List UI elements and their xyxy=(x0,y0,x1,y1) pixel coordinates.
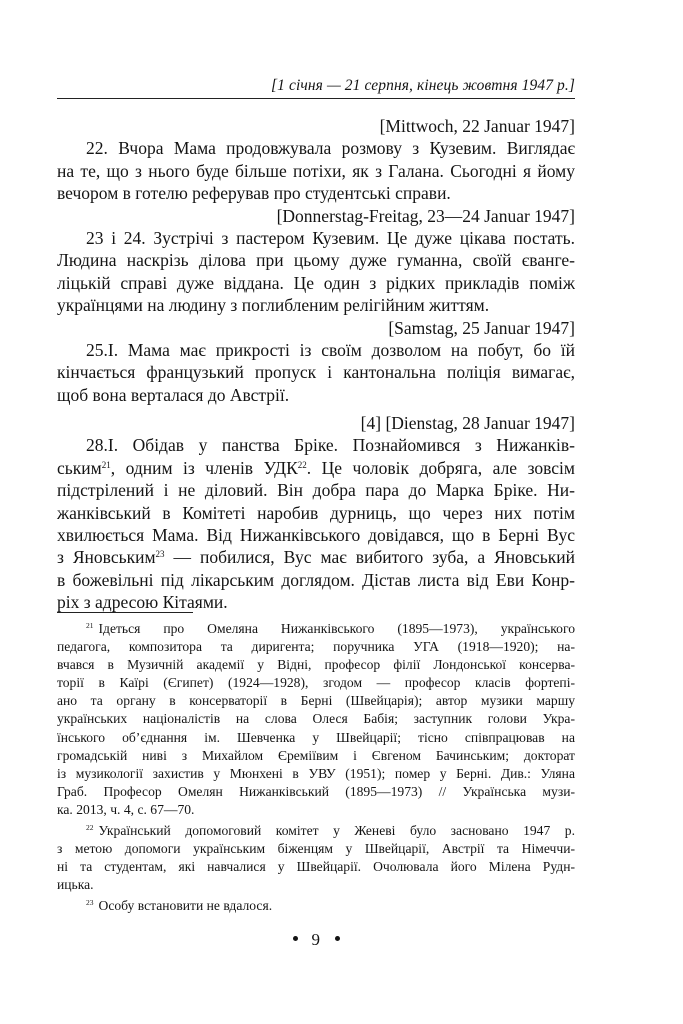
text-line: хвилюється Мама. Від Нижанківського довідався, що в Берні Вус xyxy=(57,525,575,546)
text-line: на те, що з нього буде більше потіхи, як з Галана. Сьогодні я йому xyxy=(57,160,575,181)
text-span: , одним із членів УДК xyxy=(110,457,298,478)
diary-entry xyxy=(57,412,575,614)
footnote-line: Граб. Професор Омелян Нижанківський (1895—1973) // Українська музи- xyxy=(57,783,575,799)
footnote-number: 23 xyxy=(86,898,94,908)
bullet-icon xyxy=(293,936,298,941)
footnote-line: торії в Каїрі (Єгипет) (1924—1928), згодом — професор класів фортепі- xyxy=(57,675,575,691)
footnote-line: українських націоналістів на слова Олеся Бабія; заступник голови Укра- xyxy=(57,711,575,727)
text-line: жанківський в Комітеті наробив дурниць, що через них потім xyxy=(57,502,575,523)
text-line: українцями на людину з поглибленим релігійним життям. xyxy=(57,295,490,316)
footnote-ref[interactable]: 23 xyxy=(155,549,165,560)
footnote-line xyxy=(57,822,575,840)
text-span: з Яновським xyxy=(57,547,156,568)
entry-date: [Samstag, 25 Januar 1947] xyxy=(388,317,575,338)
book-page xyxy=(57,0,575,1024)
entry-date: [4] [Dienstag, 28 Januar 1947] xyxy=(360,413,575,434)
text-line: щоб вона верталася до Австрії. xyxy=(57,384,290,405)
text-line xyxy=(57,546,575,568)
text-span: Український допомоговий комітет у Женеві було засновано 1947 р. xyxy=(98,823,575,839)
footnote-line: їнського об’єднання ім. Шевченка у Швейцарії; тісно співпрацював на xyxy=(57,729,575,745)
diary-text xyxy=(57,115,575,614)
footnote-line: із музикології захистив у Мюнхені в УВУ (1951); помер у Берні. Див.: Уляна xyxy=(57,765,575,781)
diary-entry xyxy=(57,115,575,205)
bullet-icon xyxy=(335,936,340,941)
footnote-23 xyxy=(57,897,575,915)
text-line: 28.І. Обідав у панства Бріке. Познайомився з Нижанків- xyxy=(86,435,575,456)
page-number-text: 9 xyxy=(311,930,321,949)
footnote-number: 21 xyxy=(86,621,94,630)
footnote-line: ні та студентам, які навчалися у Швейцарії. Очолювала його Мілена Рудн- xyxy=(57,859,575,875)
text-line: 22. Вчора Мама продовжувала розмову з Кузевим. Виглядає xyxy=(86,138,575,159)
page-number xyxy=(57,930,575,950)
footnote-line: вчався в Музичній академії у Відні, професор філії Лондонської консерва- xyxy=(57,657,575,673)
footnote-line: ано та органу в консерваторії в Берні (Швейцарія); автор музики маршу xyxy=(57,693,575,709)
text-line: ліцькій справі дуже віддана. Це один з рідких прикладів поміж xyxy=(57,272,575,293)
text-line: 23 і 24. Зустрічі з пастером Кузевим. Це дуже цікава постать. xyxy=(86,227,575,248)
diary-entry xyxy=(57,317,575,407)
footnote-ref[interactable]: 21 xyxy=(101,459,111,470)
entry-date: [Donnerstag-Freitag, 23—24 Januar 1947] xyxy=(276,205,575,226)
text-line xyxy=(57,457,575,479)
footnote-number: 22 xyxy=(86,823,94,833)
diary-entry xyxy=(57,205,575,317)
footnotes xyxy=(57,620,575,919)
footnote-ref[interactable]: 22 xyxy=(297,459,307,470)
footnote-rule xyxy=(57,612,193,613)
text-span: Особу встановити не вдалося. xyxy=(98,898,273,914)
footnote-line xyxy=(57,897,575,915)
text-line: вечором в готелю реферував про студентські справи. xyxy=(57,183,451,204)
text-line: в божевільні під лікарським доглядом. Дістав листа від Еви Конр- xyxy=(57,569,575,590)
footnote-line: ка. 2013, ч. 4, с. 67—70. xyxy=(57,801,195,817)
footnote-line xyxy=(57,620,575,638)
footnote-line: з метою допомоги українським біженцям у Швейцарії, Австрії та Німеччи- xyxy=(57,841,575,857)
text-span: . Це чоловік добряга, але зовсім xyxy=(306,457,575,478)
text-line: ріх з адресою Кітаями. xyxy=(57,592,228,613)
footnote-22 xyxy=(57,822,575,894)
text-line: Людина наскрізь ділова при цьому дуже гуманна, своїй єванге- xyxy=(57,250,575,271)
text-span: ським xyxy=(57,457,102,478)
text-span: — побилися, Вус має вибитого зуба, а Яновський xyxy=(164,547,575,568)
text-span: Ідеться про Омеляна Нижанківського (1895—1973), українського xyxy=(98,621,575,636)
text-line: 25.І. Мама має прикрості із своїм дозволом на побут, бо їй xyxy=(86,339,575,360)
text-line: підстрілений і не діловий. Він добра пара до Марка Бріке. Ни- xyxy=(57,480,575,501)
text-line: кінчається французький пропуск і кантональна поліція вимагає, xyxy=(57,362,575,383)
footnote-line: педагога, композитора та диригента; поручника УГА (1918—1920); на- xyxy=(57,639,575,655)
footnote-line: громадській ниві з Михайлом Єреміївим і Євгеном Бачинським; докторат xyxy=(57,747,575,763)
footnote-line: ицька. xyxy=(57,877,94,893)
header-rule xyxy=(57,98,575,99)
footnote-21 xyxy=(57,620,575,819)
running-head: [1 січня — 21 серпня, кінець жовтня 1947 р.] xyxy=(271,77,575,94)
entry-date: [Mittwoch, 22 Januar 1947] xyxy=(379,116,575,136)
